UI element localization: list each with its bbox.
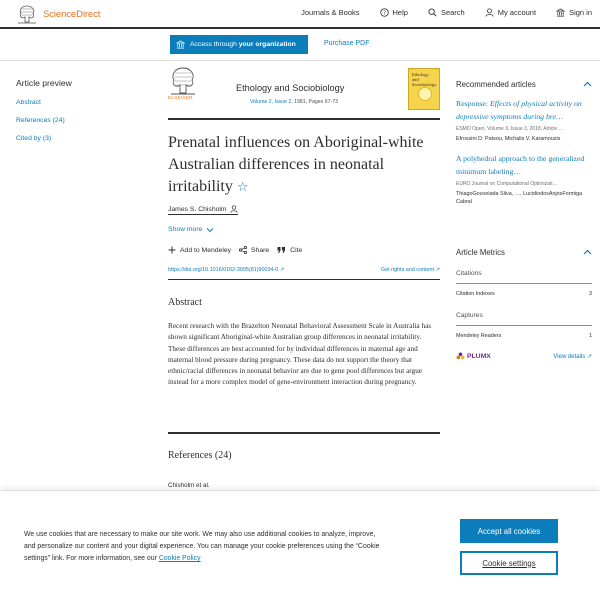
external-link-icon: ↗ <box>279 267 285 273</box>
cover-graphic <box>418 87 432 101</box>
cover-title: Ethology and Sociobiology <box>412 72 437 87</box>
rights-text: Get rights and content <box>380 267 434 273</box>
article-title-text: Prenatal influences on Aboriginal-white Australian differences in neonatal irritability <box>168 134 424 195</box>
external-link-icon: ↗ <box>435 267 440 273</box>
action-label: Add to Mendeley <box>180 246 232 254</box>
elsevier-tree-icon <box>16 4 38 24</box>
recommended-item-title[interactable] <box>456 153 592 178</box>
user-icon <box>485 8 494 17</box>
doi-text: https://doi.org/10.1016/0162-3095(81)90034-0 <box>168 267 279 273</box>
metric-value: 1 <box>589 333 592 339</box>
purchase-pdf-link[interactable]: Purchase PDF <box>324 40 370 47</box>
cookie-settings-button[interactable]: Cookie settings <box>460 551 558 575</box>
nav-journals-books[interactable] <box>301 8 359 17</box>
recommended-item-meta: EURO Journal on Computational Optimizati… <box>456 181 558 188</box>
nav-my-account[interactable] <box>485 8 536 17</box>
recommended-item-title[interactable] <box>456 98 592 123</box>
recommended-item <box>456 153 592 206</box>
article-actions <box>168 246 310 254</box>
cookie-policy-link[interactable]: Cookie Policy <box>158 555 201 562</box>
nav-label: Journals & Books <box>301 8 360 17</box>
metric-value: 3 <box>589 291 592 297</box>
share-button[interactable] <box>239 246 269 254</box>
recommended-articles <box>456 76 592 206</box>
show-more-button[interactable] <box>168 226 214 233</box>
plumx-text: PLUMX <box>467 353 491 360</box>
plumx-flower-icon <box>456 352 465 361</box>
brand-name: ScienceDirect <box>43 8 101 20</box>
action-label: Cite <box>290 246 303 254</box>
access-strong: your organization <box>238 41 296 48</box>
nav-label: My account <box>497 8 537 17</box>
nav-sign-in[interactable] <box>556 8 592 17</box>
view-details-text: View details <box>553 354 586 360</box>
institution-icon <box>176 40 185 49</box>
metric-label: Citation Indexes <box>456 291 495 297</box>
article-preview-nav <box>16 78 136 153</box>
abstract-heading: Abstract <box>168 297 202 308</box>
access-through-organization-button[interactable] <box>170 35 308 54</box>
top-nav <box>281 8 592 17</box>
cite-button[interactable] <box>277 246 302 254</box>
metric-label: Mendeley Readers <box>456 333 502 339</box>
recommended-header[interactable] <box>456 76 592 92</box>
article-title <box>168 132 440 199</box>
rec-title-prefix: Response: <box>456 99 491 108</box>
references-heading: References (24) <box>168 450 232 461</box>
chevron-down-icon <box>206 227 214 233</box>
action-label: Share <box>251 246 270 254</box>
add-to-mendeley-button[interactable] <box>168 246 231 254</box>
rec-title-italic: Effects of physical activity on depressive symptoms during bre… <box>456 99 582 121</box>
plumx-row <box>456 352 592 361</box>
journal-header <box>168 66 440 120</box>
top-header <box>0 0 600 29</box>
plumx-logo <box>456 352 491 361</box>
preview-link-references[interactable]: References (24) <box>16 117 65 124</box>
publisher-name: ELSEVIER <box>168 95 193 100</box>
journal-cover-image[interactable] <box>408 68 440 110</box>
nav-label: Search <box>440 8 465 17</box>
mendeley-readers-row <box>456 328 592 344</box>
nav-label: Help <box>392 8 408 17</box>
rights-link[interactable] <box>381 267 440 273</box>
recommended-item <box>456 98 592 143</box>
journal-title[interactable]: Ethology and Sociobiology <box>236 83 345 93</box>
help-circle-icon <box>380 8 389 17</box>
external-link-icon: ↗ <box>586 354 592 360</box>
recommended-item-authors: Efrossini D. Patsou, Michalis V. Karamouzis <box>456 136 561 143</box>
cookie-banner <box>0 490 600 600</box>
preview-title: Article preview <box>16 78 72 88</box>
year-pages: , 1981, Pages 67-73 <box>291 99 338 105</box>
sciencedirect-logo[interactable] <box>16 4 100 24</box>
nav-label: Sign in <box>569 8 592 17</box>
recommended-heading: Recommended articles <box>456 79 536 89</box>
search-icon <box>428 8 437 17</box>
doi-link[interactable] <box>168 267 284 273</box>
reference-item[interactable]: Chisholm et al. <box>168 482 210 489</box>
abstract-text: Recent research with the Brazelton Neonatal Behavioral Assessment Scale in Australia has shown significant Aboriginal-white Australian group differences in neonatal irritability. These differences are best accounted for by individual differences in maternal age and maternal blood pressure during pregnancy. These data do not support the theory that ethnic/racial differences in neonatal behavior are due to gene pool differences but argue instead for a more complex model of gene-environment interaction during pregnancy. <box>168 322 432 387</box>
nav-help[interactable] <box>380 8 408 17</box>
abstract-divider <box>168 432 440 434</box>
preview-link-abstract[interactable]: Abstract <box>16 99 41 106</box>
metrics-header[interactable] <box>456 244 592 260</box>
plus-icon <box>168 246 176 254</box>
accept-all-cookies-button[interactable]: Accept all cookies <box>460 519 558 543</box>
access-prefix: Access through <box>190 41 237 48</box>
person-icon <box>230 205 238 213</box>
share-icon <box>239 246 247 254</box>
citations-section-label: Citations <box>456 270 592 284</box>
cookie-message <box>24 529 384 565</box>
view-details-link[interactable] <box>553 353 592 360</box>
nav-search[interactable] <box>428 8 465 17</box>
doi-row <box>168 264 440 280</box>
volume-issue-link[interactable]: Volume 2, Issue 2 <box>250 99 292 105</box>
citation-indexes-row <box>456 286 592 302</box>
article-metrics <box>456 244 592 361</box>
institution-icon <box>556 8 565 17</box>
preview-link-cited-by[interactable]: Cited by (3) <box>16 135 52 142</box>
cookie-message-text: We use cookies that are necessary to make our site work. We may also use additional cookies to analyze, improve, and personalize our content and your digital experience. You can manage your cookie preferences using the “Cookie settings” link. For more information, see our <box>24 531 380 562</box>
show-more-label: Show more <box>168 226 203 233</box>
quote-icon <box>277 246 286 254</box>
captures-section-label: Captures <box>456 312 592 326</box>
recommended-item-authors: ThiagoGouveiada Silva, …, LucidiodosAnjosFormiga Cabral <box>456 191 583 206</box>
author-link[interactable] <box>168 205 238 215</box>
access-bar <box>0 29 600 61</box>
rec-title-prefix: A polyhedral approach to the generalized minimum labeling… <box>456 154 585 176</box>
metrics-heading: Article Metrics <box>456 247 505 257</box>
journal-meta <box>250 99 338 105</box>
recommended-item-meta: ESMO Open, Volume 3, Issue 3, 2018, Article … <box>456 126 564 133</box>
svg-text:?: ? <box>382 10 386 17</box>
author-name: James S. Chisholm <box>168 205 227 213</box>
chevron-up-icon <box>583 81 592 87</box>
star-icon[interactable]: ☆ <box>236 180 249 195</box>
chevron-up-icon <box>583 249 592 255</box>
